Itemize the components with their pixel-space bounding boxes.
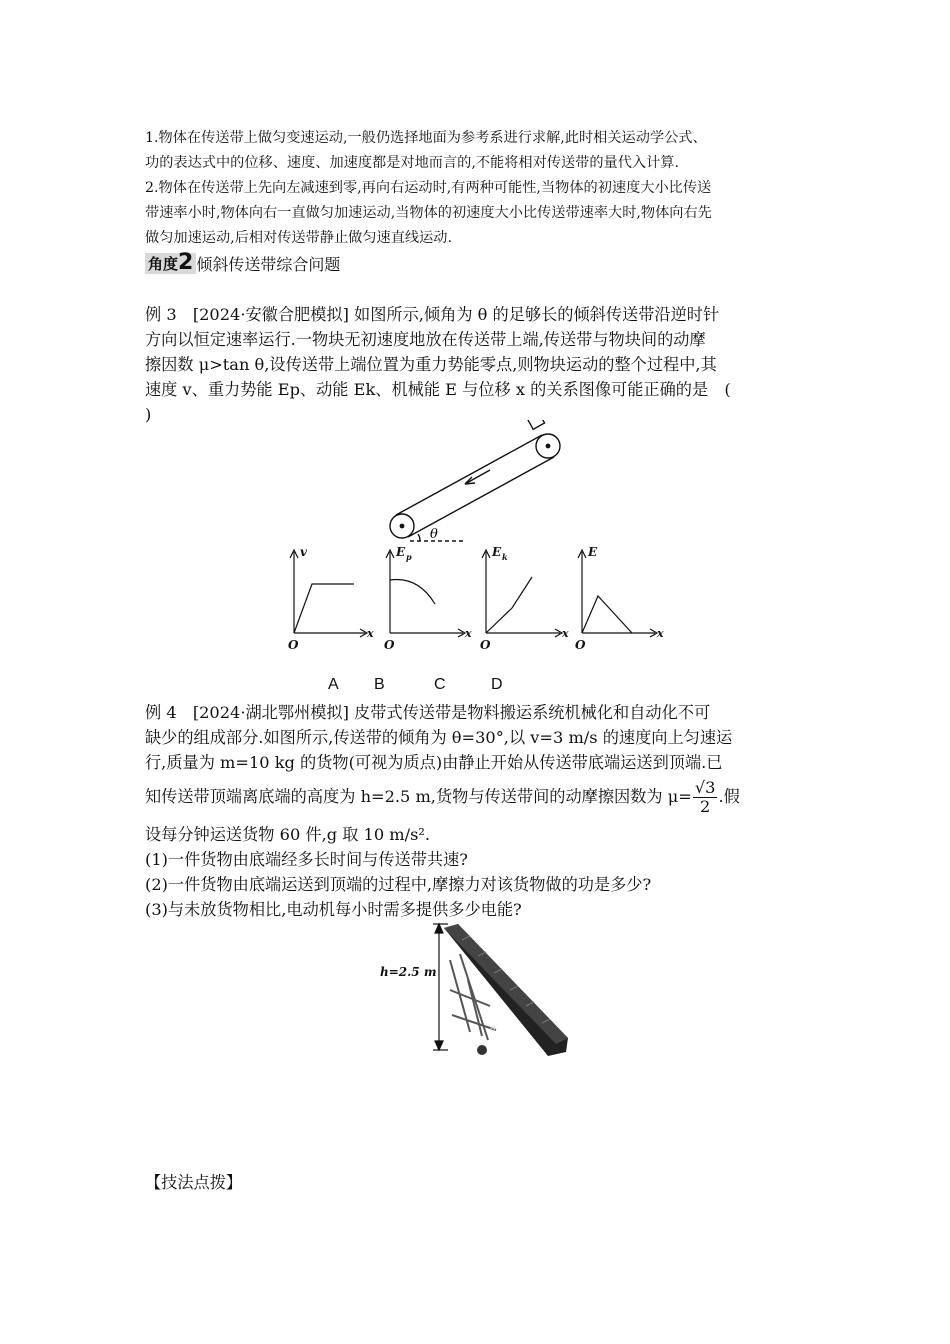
question-1: (1)一件货物由底端经多长时间与传送带共速? [145,850,468,869]
svg-text:p: p [406,552,412,562]
conveyor-photo [378,920,573,1060]
tip-line-5: 做匀加速运动,后相对传送带静止做匀速直线运动. [145,230,452,246]
graph-a-curve [294,584,354,633]
theta-label: θ [430,527,438,542]
question-3: (3)与未放货物相比,电动机每小时需多提供多少电能? [145,900,522,919]
graph-d [575,545,664,652]
tip-line-2: 功的表达式中的位移、速度、加速度都是对地而言的,不能将相对传送带的量代入计算. [145,155,679,171]
svg-text:E: E [588,545,598,559]
svg-text:k: k [502,552,508,562]
mu-fraction: $\frac{√3}{2}$ [694,778,716,816]
example4-line-1: 例 4 [2024·湖北鄂州模拟] 皮带式传送带是物料搬运系统机械化和自动化不可 [145,703,711,722]
example3-line-2: 方向以恒定速率运行.一物块无初速度地放在传送带上端,传送带与物块间的动摩 [145,330,706,349]
graph-b [384,545,472,652]
block [527,420,545,429]
example3-line-1: 例 3 [2024·安徽合肥模拟] 如图所示,倾角为 θ 的足够长的倾斜传送带沿逆时针 [145,305,720,324]
photo-theta-label: θ [490,1025,496,1035]
example4-line-3: 行,质量为 m=10 kg 的货物(可视为质点)由静止开始从传送带底端运送到顶端.已 [145,753,723,772]
method-heading: 【技法点拨】 [145,1173,243,1192]
graph-c-curve [486,577,532,633]
wheel [477,1045,487,1055]
conveyor-diagram [380,420,570,546]
tip-line-1: 1.物体在传送带上做匀变速运动,一般仍选择地面为参考系进行求解,此时相关运动学公式、 [145,130,707,146]
svg-text:x: x [657,627,664,640]
graph-b-curve [390,580,435,605]
option-d-label: D [491,676,503,693]
svg-text:E: E [396,545,406,559]
section-title: 倾斜传送带综合问题 [196,255,341,274]
option-graphs [280,540,670,655]
tip-line-4: 带速率小时,物体向右一直做匀加速运动,当物体的初速度大小比传送带速率大时,物体向右先 [145,205,712,221]
question-2: (2)一件货物由底端运送到顶端的过程中,摩擦力对该货物做的功是多少? [145,875,652,894]
height-label: h=2.5 m [380,965,437,979]
svg-text:E: E [492,545,502,559]
svg-text:v: v [300,545,307,559]
section-badge: 角度2 [145,253,196,274]
svg-text:O: O [384,638,395,652]
graph-c [480,545,569,652]
svg-text:O: O [575,638,586,652]
graph-d-curve [582,596,632,633]
svg-text:x: x [367,627,374,640]
example3-line-4: 速度 v、重力势能 Ep、动能 Ek、机械能 E 与位移 x 的关系图像可能正确的是 ( [145,380,731,399]
option-a-label: A [328,676,339,693]
option-c-label: C [434,676,446,693]
option-b-label: B [374,676,385,693]
example3-line-3: 擦因数 μ>tan θ,设传送带上端位置为重力势能零点,则物块运动的整个过程中,其 [145,355,717,374]
direction-arrow [465,470,490,484]
example4-line-5: 设每分钟运送货物 60 件,g 取 10 m/s². [145,825,431,844]
graph-a [288,545,374,652]
example4-line-2: 缺少的组成部分.如图所示,传送带的倾角为 θ=30°,以 v=3 m/s 的速度向上匀速运 [145,728,733,747]
svg-text:x: x [465,627,472,640]
tip-line-3: 2.物体在传送带上先向左减速到零,再向右运动时,有两种可能性,当物体的初速度大小比传送 [145,180,712,196]
example3-line-5: ) [145,405,152,424]
section-heading [145,252,340,275]
svg-text:O: O [288,638,299,652]
svg-text:O: O [480,638,491,652]
example4-line-4: 知传送带顶端离底端的高度为 h=2.5 m,货物与传送带间的动摩擦因数为 μ= $\frac{√3}{2}$ .假 [145,778,740,816]
svg-text:x: x [562,627,569,640]
